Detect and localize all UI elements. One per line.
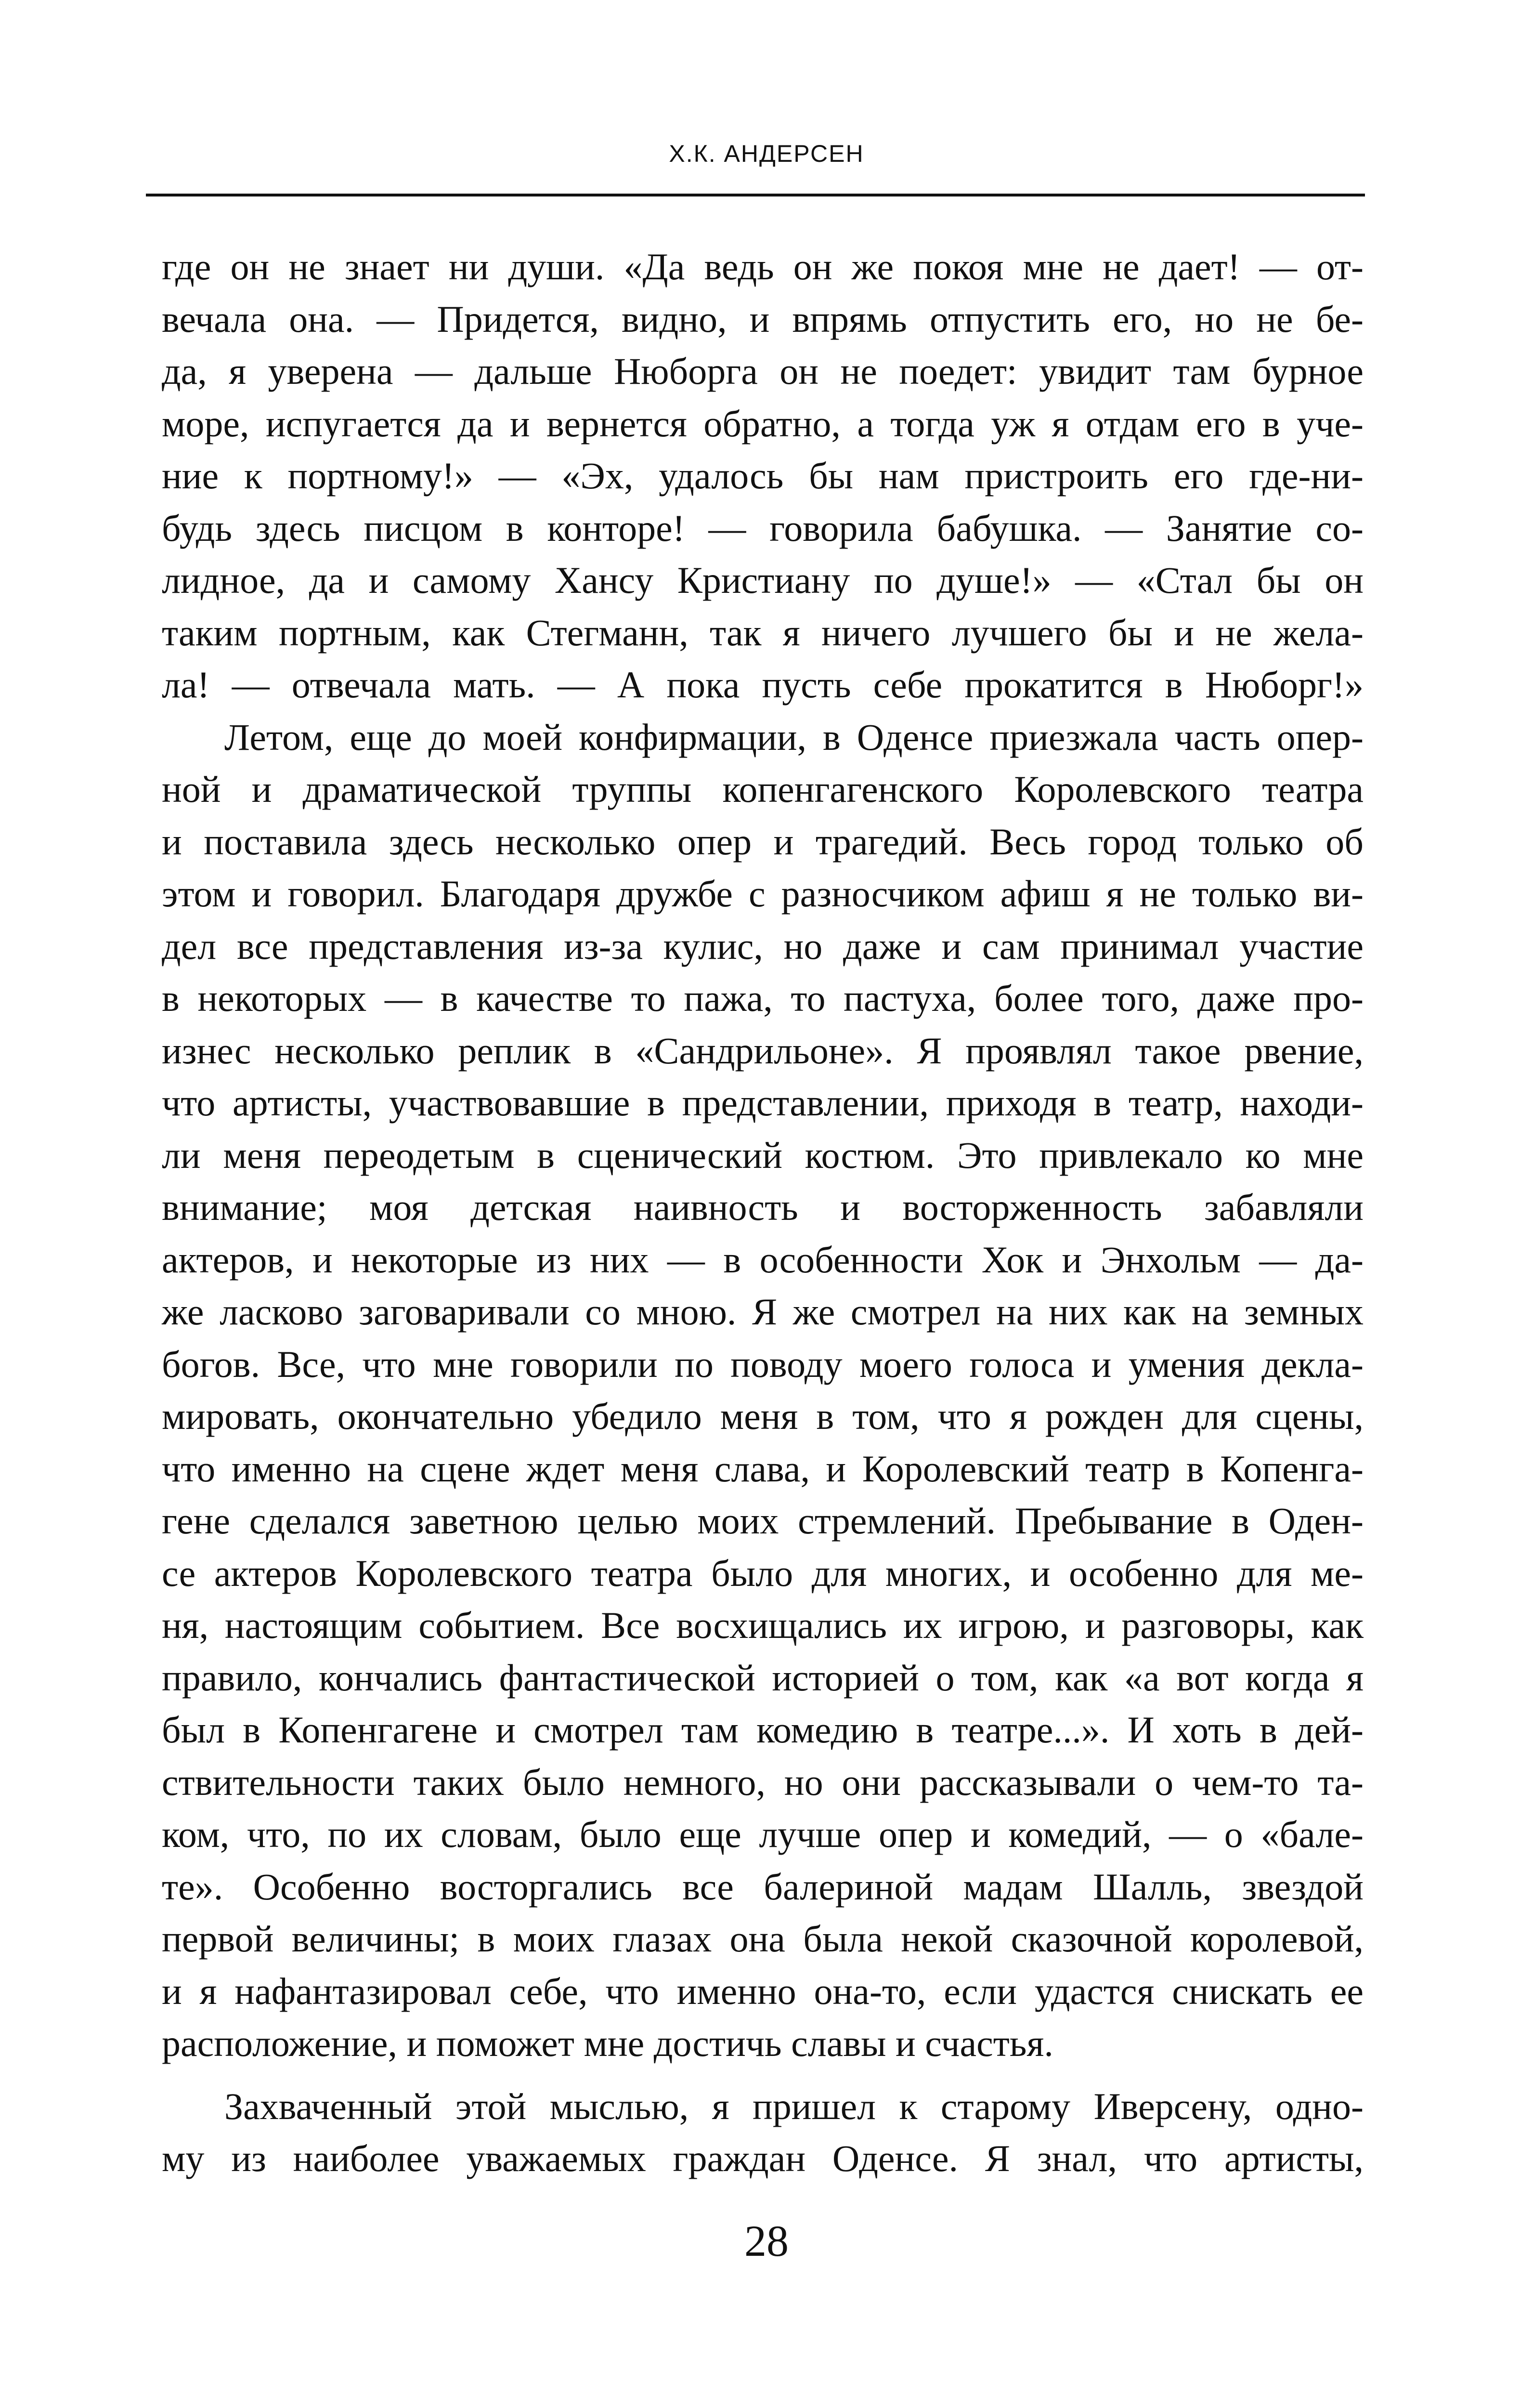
text-line: что именно на сцене ждет меня слава, и Королевский театр в Копенга- bbox=[162, 1447, 1364, 1490]
text-line: ня, настоящим событием. Все восхищались их игрою, и разговоры, как bbox=[162, 1604, 1364, 1646]
text-line: вечала она. — Придется, видно, и впрямь отпустить его, но не бе- bbox=[162, 298, 1364, 340]
text-line-paragraph-start: Летом, еще до моей конфирмации, в Оденсе приезжала часть опер- bbox=[224, 716, 1364, 758]
text-line: му из наиболее уважаемых граждан Оденсе. Я знал, что артисты, bbox=[162, 2137, 1364, 2179]
running-head-author: Х.К. АНДЕРСЕН bbox=[669, 140, 864, 167]
text-line: ком, что, по их словам, было еще лучше опер и комедий, — о «бале- bbox=[162, 1813, 1364, 1855]
text-line: правило, кончались фантастической историей о том, как «а вот когда я bbox=[162, 1656, 1364, 1699]
text-line: да, я уверена — дальше Нюборга он не поедет: увидит там бурное bbox=[162, 350, 1364, 392]
text-line: богов. Все, что мне говорили по поводу моего голоса и умения декла- bbox=[162, 1343, 1364, 1385]
text-line: внимание; моя детская наивность и восторженность забавляли bbox=[162, 1186, 1364, 1228]
text-line: ли меня переодетым в сценический костюм. Это привлекало ко мне bbox=[162, 1134, 1364, 1176]
text-line: мировать, окончательно убедило меня в том, что я рожден для сцены, bbox=[162, 1395, 1364, 1437]
text-line-paragraph-end: расположение, и поможет мне достичь славы и счастья. bbox=[162, 2022, 1053, 2064]
text-line: ние к портному!» — «Эх, удалось бы нам пристроить его где-ни- bbox=[162, 455, 1364, 497]
text-line: был в Копенгагене и смотрел там комедию в театре...». И хоть в дей- bbox=[162, 1709, 1364, 1751]
header-rule bbox=[146, 194, 1365, 196]
text-line: этом и говорил. Благодаря дружбе с разносчиком афиш я не только ви- bbox=[162, 873, 1364, 915]
text-line: изнес несколько реплик в «Сандрильоне». Я проявлял такое рвение, bbox=[162, 1029, 1364, 1072]
text-line: же ласково заговаривали со мною. Я же смотрел на них как на земных bbox=[162, 1291, 1364, 1333]
text-line: и я нафантазировал себе, что именно она-то, если удастся снискать ее bbox=[162, 1970, 1364, 2012]
text-line: ла! — отвечала мать. — А пока пусть себе прокатится в Нюборг!» bbox=[162, 664, 1364, 706]
text-line: ной и драматической труппы копенгагенского Королевского театра bbox=[162, 768, 1364, 810]
text-line-paragraph-start: Захваченный этой мыслью, я пришел к старому Иверсену, одно- bbox=[224, 2085, 1364, 2127]
text-line: се актеров Королевского театра было для многих, и особенно для ме- bbox=[162, 1552, 1364, 1594]
text-line: будь здесь писцом в конторе! — говорила бабушка. — Занятие со- bbox=[162, 507, 1364, 549]
text-line: те». Особенно восторгались все балериной мадам Шалль, звездой bbox=[162, 1865, 1364, 1908]
text-line: первой величины; в моих глазах она была некой сказочной королевой, bbox=[162, 1918, 1364, 1960]
page-number: 28 bbox=[744, 2216, 789, 2265]
text-line: гене сделался заветною целью моих стремлений. Пребывание в Оден- bbox=[162, 1500, 1364, 1542]
text-line: в некоторых — в качестве то пажа, то пастуха, более того, даже про- bbox=[162, 977, 1364, 1019]
text-line: дел все представления из-за кулис, но даже и сам принимал участие bbox=[162, 925, 1364, 967]
text-line: лидное, да и самому Хансу Кристиану по душе!» — «Стал бы он bbox=[162, 559, 1364, 601]
text-line: ствительности таких было немного, но они рассказывали о чем-то та- bbox=[162, 1761, 1364, 1803]
text-line: таким портным, как Стегманн, так я ничего лучшего бы и не жела- bbox=[162, 611, 1364, 654]
text-line: что артисты, участвовавшие в представлении, приходя в театр, находи- bbox=[162, 1082, 1364, 1124]
body-text bbox=[162, 241, 1364, 2185]
text-line: и поставила здесь несколько опер и трагедий. Весь город только об bbox=[162, 820, 1364, 863]
text-line: море, испугается да и вернется обратно, а тогда уж я отдам его в уче- bbox=[162, 402, 1364, 445]
text-line: актеров, и некоторые из них — в особенности Хок и Энхольм — да- bbox=[162, 1238, 1364, 1281]
text-line: где он не знает ни души. «Да ведь он же покоя мне не дает! — от- bbox=[162, 246, 1364, 288]
